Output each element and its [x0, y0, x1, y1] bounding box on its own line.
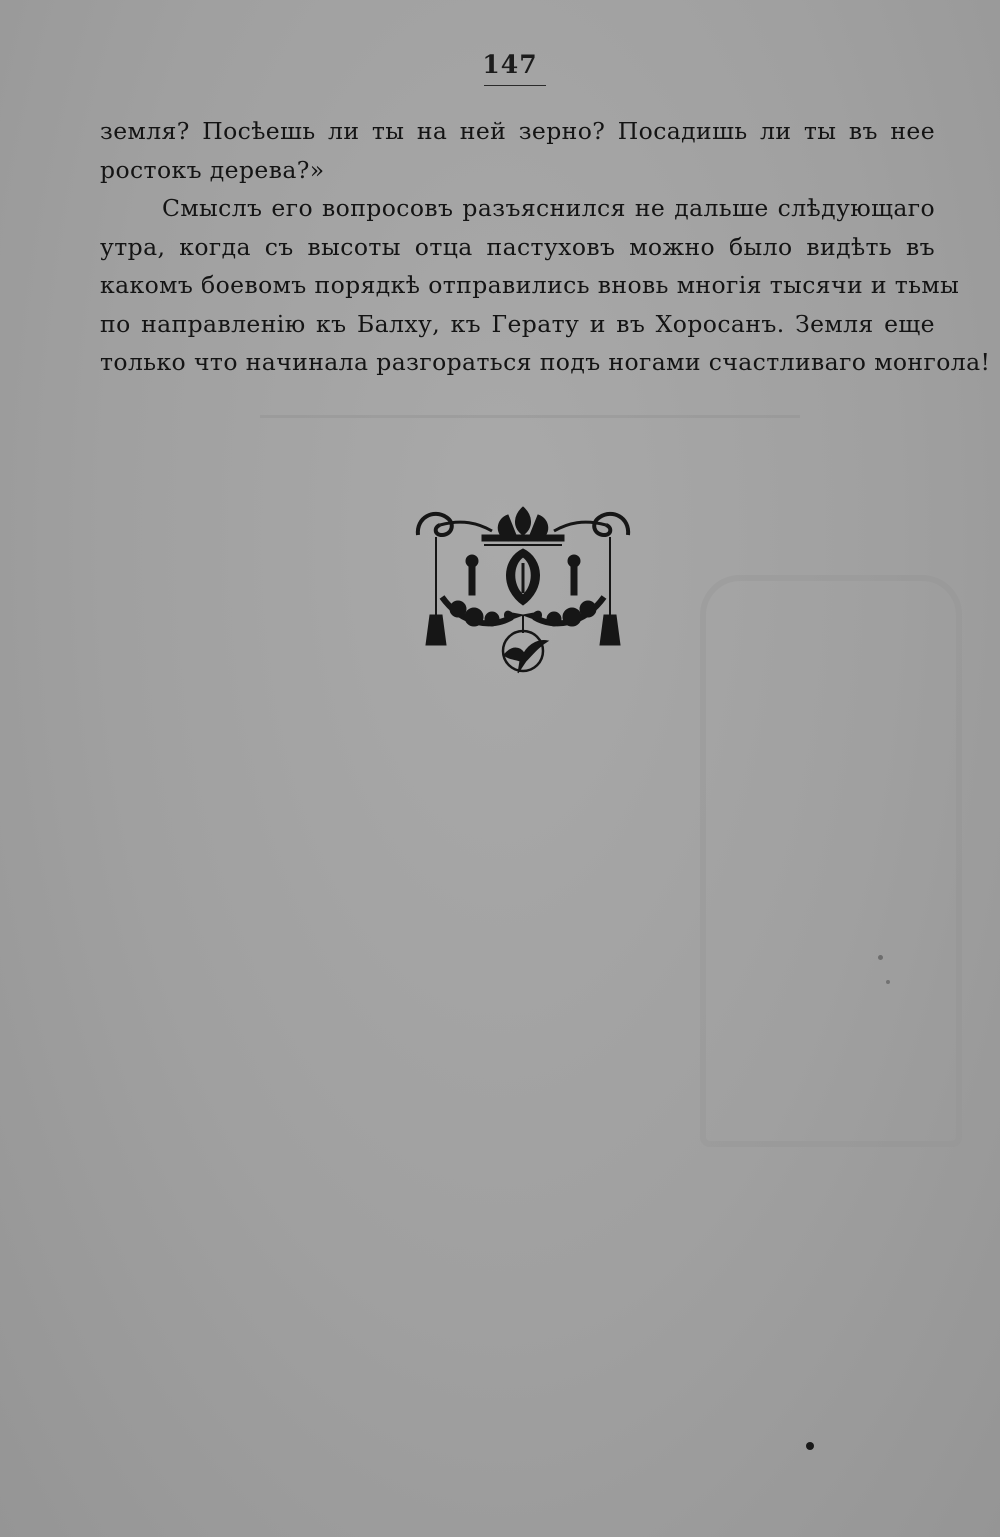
text-line: утра, когда съ высоты отца пастуховъ можно было видѣть въ [100, 232, 935, 261]
text-line: ростокъ дерева?» [100, 155, 325, 184]
text-line: Смыслъ его вопросовъ разъяснился не дальше слѣдующаго [162, 194, 935, 222]
page-number-rule [484, 85, 546, 86]
text-line: земля? Посѣешь ли ты на ней зерно? Посадишь ли ты въ нее [100, 117, 935, 145]
text-line: по направленію къ Балху, къ Герату и въ Хоросанъ. Земля еще [100, 309, 935, 338]
paper-speck [878, 955, 883, 960]
floral-vignette-with-swallow-icon [412, 505, 634, 687]
paper-speck [886, 980, 890, 984]
page-number: 147 [482, 50, 538, 79]
bleed-through-initial [700, 575, 962, 1147]
bleed-through-heading [260, 415, 800, 458]
body-text [100, 112, 991, 382]
text-line: только что начинала разгораться подъ ногами счастливаго монгола! [100, 348, 991, 376]
text-line: какомъ боевомъ порядкѣ отправились вновь многія тысячи и тьмы [100, 271, 960, 299]
ink-speck [806, 1442, 814, 1450]
